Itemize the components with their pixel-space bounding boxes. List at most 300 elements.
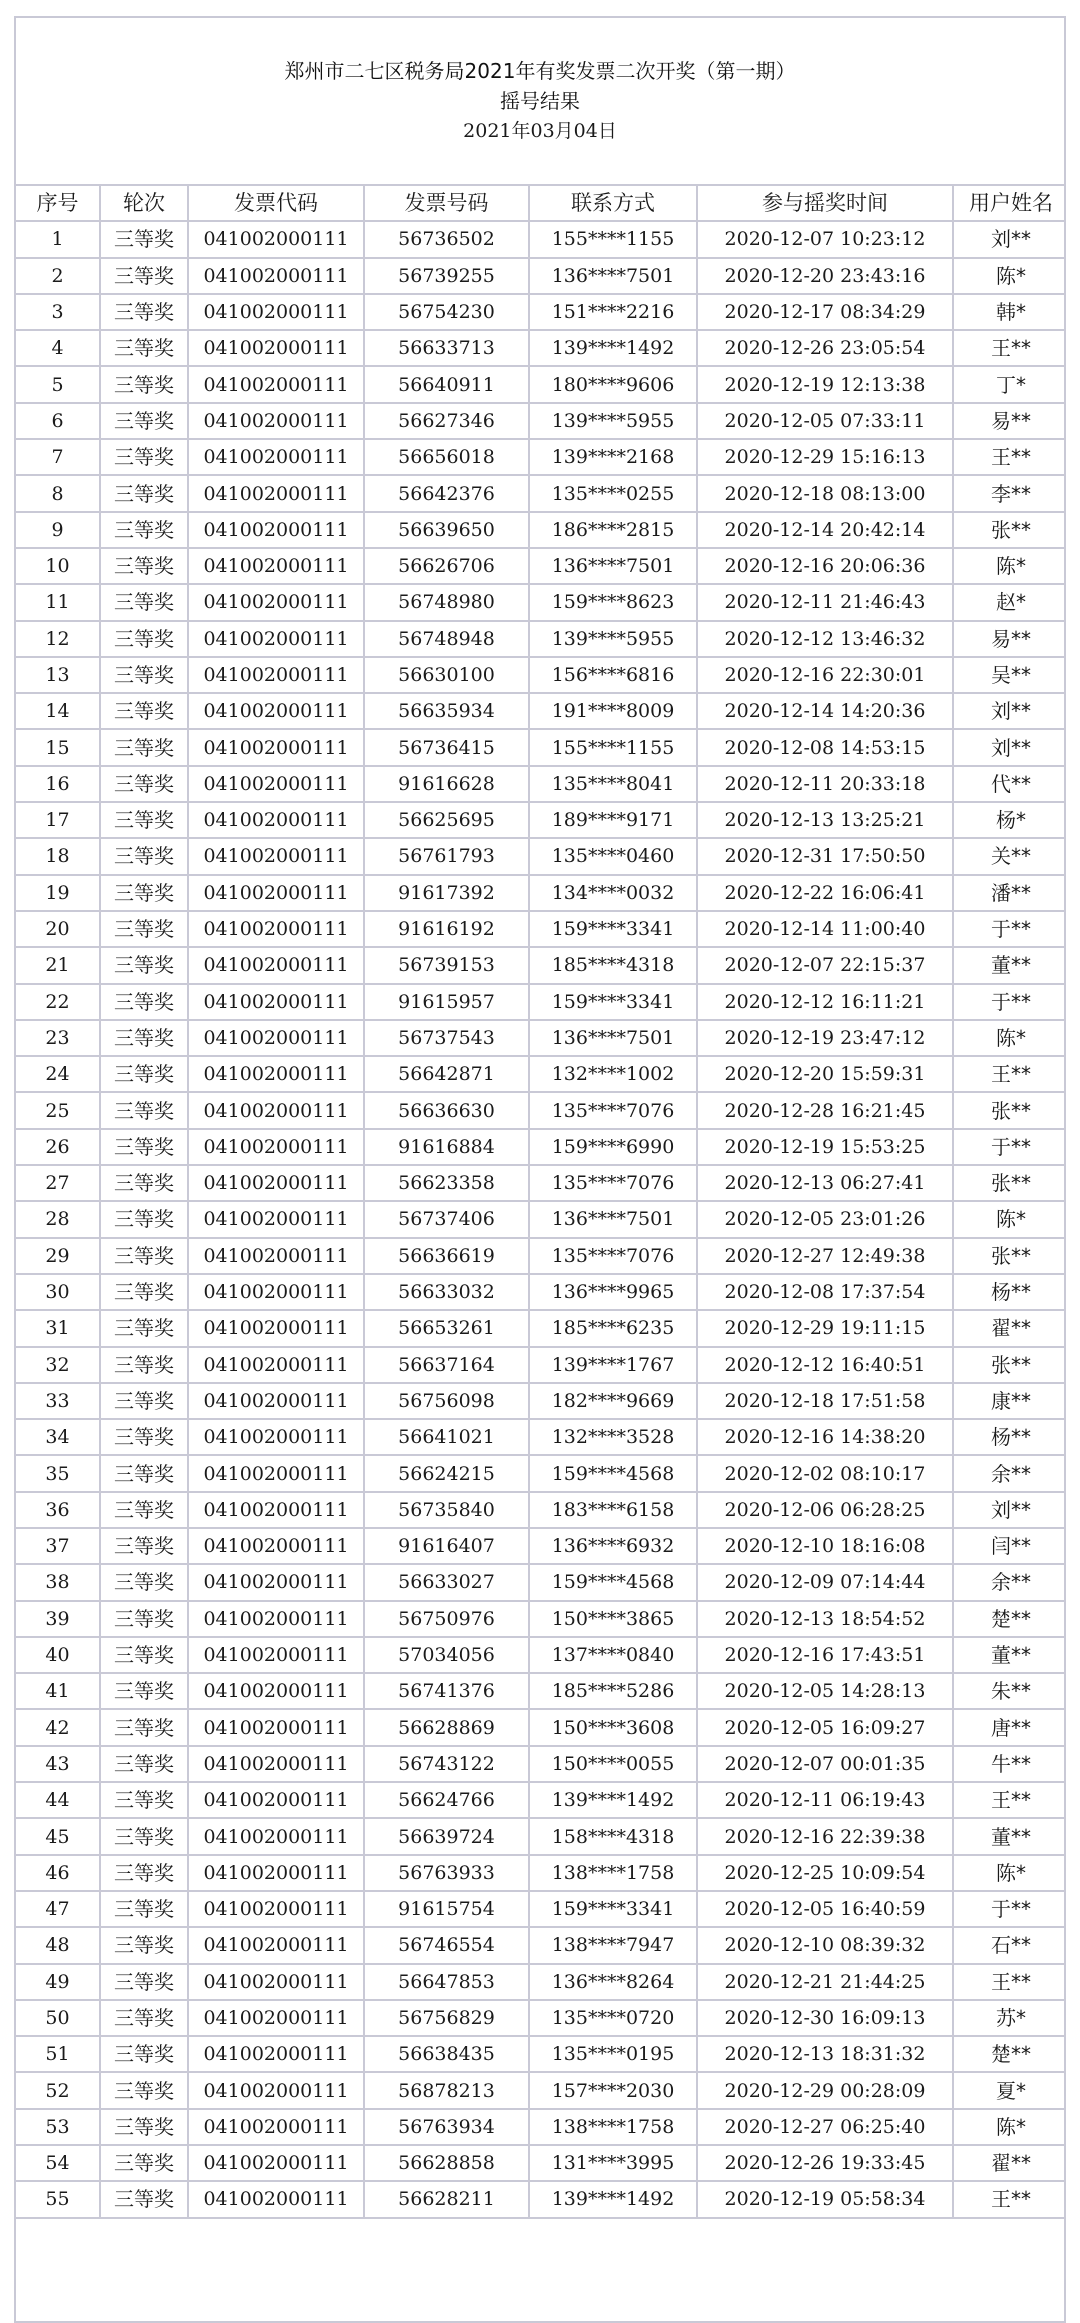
table-row bbox=[16, 802, 1066, 838]
cell-contact: 136****7501 bbox=[529, 258, 697, 294]
cell-seq: 14 bbox=[16, 693, 100, 729]
cell-draw-time: 2020-12-08 17:37:54 bbox=[697, 1274, 953, 1310]
cell-draw-time: 2020-12-07 22:15:37 bbox=[697, 947, 953, 983]
cell-invoice-number: 56754230 bbox=[364, 294, 529, 330]
cell-user-name: 于** bbox=[953, 911, 1066, 947]
table-row bbox=[16, 1601, 1066, 1637]
cell-draw-time: 2020-12-10 18:16:08 bbox=[697, 1528, 953, 1564]
cell-round: 三等奖 bbox=[100, 766, 188, 802]
cell-invoice-code: 041002000111 bbox=[188, 1637, 364, 1673]
table-row bbox=[16, 947, 1066, 983]
table-row bbox=[16, 475, 1066, 511]
table-row bbox=[16, 1782, 1066, 1818]
cell-user-name: 于** bbox=[953, 1891, 1066, 1927]
cell-invoice-code: 041002000111 bbox=[188, 729, 364, 765]
cell-seq: 17 bbox=[16, 802, 100, 838]
cell-round: 三等奖 bbox=[100, 1564, 188, 1600]
cell-contact: 159****3341 bbox=[529, 911, 697, 947]
cell-round: 三等奖 bbox=[100, 657, 188, 693]
cell-invoice-code: 041002000111 bbox=[188, 1165, 364, 1201]
cell-invoice-code: 041002000111 bbox=[188, 366, 364, 402]
cell-contact: 139****2168 bbox=[529, 439, 697, 475]
cell-round: 三等奖 bbox=[100, 1891, 188, 1927]
cell-contact: 157****2030 bbox=[529, 2072, 697, 2108]
cell-draw-time: 2020-12-05 14:28:13 bbox=[697, 1673, 953, 1709]
cell-round: 三等奖 bbox=[100, 1637, 188, 1673]
cell-user-name: 苏* bbox=[953, 2000, 1066, 2036]
cell-invoice-code: 041002000111 bbox=[188, 1964, 364, 2000]
cell-invoice-code: 041002000111 bbox=[188, 2036, 364, 2072]
cell-contact: 189****9171 bbox=[529, 802, 697, 838]
table-row bbox=[16, 512, 1066, 548]
column-header-round: 轮次 bbox=[100, 186, 188, 221]
cell-invoice-number: 56625695 bbox=[364, 802, 529, 838]
table-row bbox=[16, 1419, 1066, 1455]
cell-contact: 138****1758 bbox=[529, 1855, 697, 1891]
cell-user-name: 石** bbox=[953, 1927, 1066, 1963]
cell-invoice-code: 041002000111 bbox=[188, 911, 364, 947]
cell-invoice-code: 041002000111 bbox=[188, 2181, 364, 2217]
cell-seq: 47 bbox=[16, 1891, 100, 1927]
cell-round: 三等奖 bbox=[100, 2181, 188, 2217]
cell-round: 三等奖 bbox=[100, 221, 188, 257]
cell-seq: 4 bbox=[16, 330, 100, 366]
cell-invoice-number: 56624215 bbox=[364, 1455, 529, 1491]
cell-seq: 48 bbox=[16, 1927, 100, 1963]
cell-round: 三等奖 bbox=[100, 1201, 188, 1237]
cell-contact: 159****6990 bbox=[529, 1129, 697, 1165]
cell-contact: 183****6158 bbox=[529, 1492, 697, 1528]
cell-contact: 185****5286 bbox=[529, 1673, 697, 1709]
cell-invoice-code: 041002000111 bbox=[188, 693, 364, 729]
cell-seq: 5 bbox=[16, 366, 100, 402]
cell-invoice-number: 56763933 bbox=[364, 1855, 529, 1891]
cell-user-name: 刘** bbox=[953, 221, 1066, 257]
cell-round: 三等奖 bbox=[100, 1601, 188, 1637]
cell-invoice-code: 041002000111 bbox=[188, 1709, 364, 1745]
cell-draw-time: 2020-12-19 23:47:12 bbox=[697, 1020, 953, 1056]
cell-invoice-number: 56878213 bbox=[364, 2072, 529, 2108]
table-row bbox=[16, 1201, 1066, 1237]
cell-draw-time: 2020-12-07 10:23:12 bbox=[697, 221, 953, 257]
cell-user-name: 王** bbox=[953, 1056, 1066, 1092]
cell-contact: 136****9965 bbox=[529, 1274, 697, 1310]
results-table bbox=[16, 186, 1066, 2219]
cell-round: 三等奖 bbox=[100, 1419, 188, 1455]
cell-invoice-number: 56624766 bbox=[364, 1782, 529, 1818]
cell-contact: 150****3865 bbox=[529, 1601, 697, 1637]
cell-invoice-number: 56746554 bbox=[364, 1927, 529, 1963]
cell-draw-time: 2020-12-18 17:51:58 bbox=[697, 1383, 953, 1419]
cell-invoice-code: 041002000111 bbox=[188, 766, 364, 802]
cell-contact: 136****8264 bbox=[529, 1964, 697, 2000]
cell-round: 三等奖 bbox=[100, 1020, 188, 1056]
cell-seq: 51 bbox=[16, 2036, 100, 2072]
cell-seq: 27 bbox=[16, 1165, 100, 1201]
cell-seq: 10 bbox=[16, 548, 100, 584]
cell-draw-time: 2020-12-10 08:39:32 bbox=[697, 1927, 953, 1963]
cell-round: 三等奖 bbox=[100, 2000, 188, 2036]
table-row bbox=[16, 1637, 1066, 1673]
cell-invoice-code: 041002000111 bbox=[188, 548, 364, 584]
table-row bbox=[16, 693, 1066, 729]
cell-user-name: 李** bbox=[953, 475, 1066, 511]
cell-contact: 186****2815 bbox=[529, 512, 697, 548]
cell-round: 三等奖 bbox=[100, 1455, 188, 1491]
cell-invoice-number: 56647853 bbox=[364, 1964, 529, 2000]
cell-contact: 132****1002 bbox=[529, 1056, 697, 1092]
cell-contact: 156****6816 bbox=[529, 657, 697, 693]
cell-draw-time: 2020-12-11 21:46:43 bbox=[697, 584, 953, 620]
cell-round: 三等奖 bbox=[100, 947, 188, 983]
cell-round: 三等奖 bbox=[100, 403, 188, 439]
cell-seq: 16 bbox=[16, 766, 100, 802]
cell-round: 三等奖 bbox=[100, 875, 188, 911]
cell-invoice-number: 56627346 bbox=[364, 403, 529, 439]
cell-contact: 159****4568 bbox=[529, 1564, 697, 1600]
cell-round: 三等奖 bbox=[100, 1492, 188, 1528]
cell-invoice-code: 041002000111 bbox=[188, 875, 364, 911]
cell-seq: 37 bbox=[16, 1528, 100, 1564]
column-header-invoice-number: 发票号码 bbox=[364, 186, 529, 221]
cell-invoice-code: 041002000111 bbox=[188, 512, 364, 548]
cell-invoice-code: 041002000111 bbox=[188, 657, 364, 693]
cell-draw-time: 2020-12-29 00:28:09 bbox=[697, 2072, 953, 2108]
cell-seq: 2 bbox=[16, 258, 100, 294]
cell-draw-time: 2020-12-12 16:11:21 bbox=[697, 984, 953, 1020]
cell-seq: 11 bbox=[16, 584, 100, 620]
cell-draw-time: 2020-12-13 18:31:32 bbox=[697, 2036, 953, 2072]
cell-seq: 31 bbox=[16, 1310, 100, 1346]
cell-seq: 39 bbox=[16, 1601, 100, 1637]
cell-user-name: 吴** bbox=[953, 657, 1066, 693]
cell-invoice-code: 041002000111 bbox=[188, 1056, 364, 1092]
cell-seq: 6 bbox=[16, 403, 100, 439]
cell-seq: 24 bbox=[16, 1056, 100, 1092]
cell-invoice-code: 041002000111 bbox=[188, 1746, 364, 1782]
cell-invoice-number: 57034056 bbox=[364, 1637, 529, 1673]
cell-round: 三等奖 bbox=[100, 1092, 188, 1128]
cell-round: 三等奖 bbox=[100, 1165, 188, 1201]
table-row bbox=[16, 1238, 1066, 1274]
table-row bbox=[16, 548, 1066, 584]
cell-round: 三等奖 bbox=[100, 2145, 188, 2181]
cell-invoice-number: 56741376 bbox=[364, 1673, 529, 1709]
cell-draw-time: 2020-12-16 20:06:36 bbox=[697, 548, 953, 584]
cell-invoice-number: 56736502 bbox=[364, 221, 529, 257]
cell-seq: 38 bbox=[16, 1564, 100, 1600]
table-row bbox=[16, 584, 1066, 620]
cell-draw-time: 2020-12-22 16:06:41 bbox=[697, 875, 953, 911]
cell-invoice-number: 56639650 bbox=[364, 512, 529, 548]
cell-user-name: 董** bbox=[953, 1637, 1066, 1673]
cell-invoice-number: 56641021 bbox=[364, 1419, 529, 1455]
cell-seq: 35 bbox=[16, 1455, 100, 1491]
cell-invoice-number: 56735840 bbox=[364, 1492, 529, 1528]
cell-round: 三等奖 bbox=[100, 1310, 188, 1346]
cell-invoice-code: 041002000111 bbox=[188, 1455, 364, 1491]
cell-contact: 159****8623 bbox=[529, 584, 697, 620]
cell-invoice-code: 041002000111 bbox=[188, 475, 364, 511]
cell-seq: 29 bbox=[16, 1238, 100, 1274]
cell-invoice-code: 041002000111 bbox=[188, 1601, 364, 1637]
cell-contact: 180****9606 bbox=[529, 366, 697, 402]
cell-user-name: 于** bbox=[953, 984, 1066, 1020]
table-row bbox=[16, 1528, 1066, 1564]
cell-draw-time: 2020-12-12 16:40:51 bbox=[697, 1347, 953, 1383]
cell-draw-time: 2020-12-11 06:19:43 bbox=[697, 1782, 953, 1818]
cell-invoice-code: 041002000111 bbox=[188, 984, 364, 1020]
cell-invoice-number: 56748980 bbox=[364, 584, 529, 620]
cell-seq: 12 bbox=[16, 621, 100, 657]
cell-user-name: 张** bbox=[953, 1092, 1066, 1128]
table-row bbox=[16, 221, 1066, 257]
table-row bbox=[16, 1492, 1066, 1528]
cell-invoice-number: 56639724 bbox=[364, 1818, 529, 1854]
cell-contact: 134****0032 bbox=[529, 875, 697, 911]
cell-seq: 7 bbox=[16, 439, 100, 475]
cell-contact: 139****1767 bbox=[529, 1347, 697, 1383]
cell-seq: 55 bbox=[16, 2181, 100, 2217]
cell-user-name: 易** bbox=[953, 621, 1066, 657]
cell-round: 三等奖 bbox=[100, 294, 188, 330]
cell-seq: 54 bbox=[16, 2145, 100, 2181]
cell-contact: 135****0255 bbox=[529, 475, 697, 511]
table-row bbox=[16, 766, 1066, 802]
cell-contact: 136****7501 bbox=[529, 1201, 697, 1237]
cell-round: 三等奖 bbox=[100, 1746, 188, 1782]
cell-invoice-number: 56623358 bbox=[364, 1165, 529, 1201]
document-date: 2021年03月04日 bbox=[463, 120, 617, 142]
cell-contact: 151****2216 bbox=[529, 294, 697, 330]
cell-user-name: 潘** bbox=[953, 875, 1066, 911]
table-row bbox=[16, 1347, 1066, 1383]
cell-user-name: 丁* bbox=[953, 366, 1066, 402]
cell-invoice-number: 56761793 bbox=[364, 838, 529, 874]
cell-round: 三等奖 bbox=[100, 1056, 188, 1092]
cell-invoice-code: 041002000111 bbox=[188, 1673, 364, 1709]
cell-invoice-code: 041002000111 bbox=[188, 258, 364, 294]
cell-seq: 45 bbox=[16, 1818, 100, 1854]
cell-user-name: 董** bbox=[953, 1818, 1066, 1854]
cell-draw-time: 2020-12-28 16:21:45 bbox=[697, 1092, 953, 1128]
table-row bbox=[16, 2072, 1066, 2108]
cell-seq: 33 bbox=[16, 1383, 100, 1419]
cell-invoice-code: 041002000111 bbox=[188, 1818, 364, 1854]
cell-seq: 22 bbox=[16, 984, 100, 1020]
cell-contact: 136****6932 bbox=[529, 1528, 697, 1564]
cell-invoice-code: 041002000111 bbox=[188, 802, 364, 838]
table-header-row bbox=[16, 186, 1066, 221]
cell-user-name: 翟** bbox=[953, 2145, 1066, 2181]
cell-seq: 9 bbox=[16, 512, 100, 548]
table-row bbox=[16, 258, 1066, 294]
cell-contact: 135****7076 bbox=[529, 1165, 697, 1201]
cell-user-name: 楚** bbox=[953, 1601, 1066, 1637]
cell-seq: 13 bbox=[16, 657, 100, 693]
cell-invoice-code: 041002000111 bbox=[188, 1383, 364, 1419]
cell-draw-time: 2020-12-14 14:20:36 bbox=[697, 693, 953, 729]
cell-round: 三等奖 bbox=[100, 838, 188, 874]
cell-user-name: 张** bbox=[953, 1165, 1066, 1201]
cell-draw-time: 2020-12-09 07:14:44 bbox=[697, 1564, 953, 1600]
cell-contact: 159****3341 bbox=[529, 984, 697, 1020]
cell-user-name: 关** bbox=[953, 838, 1066, 874]
cell-invoice-code: 041002000111 bbox=[188, 1020, 364, 1056]
cell-invoice-number: 56653261 bbox=[364, 1310, 529, 1346]
cell-invoice-number: 56640911 bbox=[364, 366, 529, 402]
cell-contact: 136****7501 bbox=[529, 548, 697, 584]
table-header bbox=[16, 186, 1066, 221]
cell-round: 三等奖 bbox=[100, 621, 188, 657]
cell-invoice-code: 041002000111 bbox=[188, 1528, 364, 1564]
table-row bbox=[16, 2181, 1066, 2217]
cell-round: 三等奖 bbox=[100, 258, 188, 294]
cell-invoice-code: 041002000111 bbox=[188, 2072, 364, 2108]
cell-user-name: 陈* bbox=[953, 1855, 1066, 1891]
table-row bbox=[16, 366, 1066, 402]
cell-draw-time: 2020-12-02 08:10:17 bbox=[697, 1455, 953, 1491]
document-title: 郑州市二七区税务局2021年有奖发票二次开奖（第一期） bbox=[284, 59, 796, 83]
cell-contact: 182****9669 bbox=[529, 1383, 697, 1419]
cell-contact: 139****5955 bbox=[529, 403, 697, 439]
table-row bbox=[16, 1455, 1066, 1491]
cell-user-name: 唐** bbox=[953, 1709, 1066, 1745]
table-row bbox=[16, 1927, 1066, 1963]
cell-invoice-number: 56763934 bbox=[364, 2109, 529, 2145]
cell-contact: 159****3341 bbox=[529, 1891, 697, 1927]
cell-seq: 44 bbox=[16, 1782, 100, 1818]
cell-seq: 21 bbox=[16, 947, 100, 983]
cell-seq: 18 bbox=[16, 838, 100, 874]
cell-contact: 139****1492 bbox=[529, 330, 697, 366]
cell-contact: 132****3528 bbox=[529, 1419, 697, 1455]
cell-invoice-code: 041002000111 bbox=[188, 2000, 364, 2036]
cell-invoice-code: 041002000111 bbox=[188, 838, 364, 874]
cell-invoice-number: 56748948 bbox=[364, 621, 529, 657]
cell-draw-time: 2020-12-16 14:38:20 bbox=[697, 1419, 953, 1455]
cell-user-name: 张** bbox=[953, 512, 1066, 548]
cell-round: 三等奖 bbox=[100, 512, 188, 548]
cell-contact: 136****7501 bbox=[529, 1020, 697, 1056]
cell-user-name: 陈* bbox=[953, 1201, 1066, 1237]
cell-seq: 19 bbox=[16, 875, 100, 911]
cell-invoice-code: 041002000111 bbox=[188, 1927, 364, 1963]
table-row bbox=[16, 1165, 1066, 1201]
cell-seq: 40 bbox=[16, 1637, 100, 1673]
cell-round: 三等奖 bbox=[100, 1709, 188, 1745]
cell-seq: 25 bbox=[16, 1092, 100, 1128]
cell-seq: 42 bbox=[16, 1709, 100, 1745]
cell-seq: 26 bbox=[16, 1129, 100, 1165]
column-header-user-name: 用户姓名 bbox=[953, 186, 1066, 221]
cell-invoice-number: 56633027 bbox=[364, 1564, 529, 1600]
cell-round: 三等奖 bbox=[100, 1927, 188, 1963]
cell-round: 三等奖 bbox=[100, 911, 188, 947]
cell-contact: 185****4318 bbox=[529, 947, 697, 983]
cell-user-name: 韩* bbox=[953, 294, 1066, 330]
cell-draw-time: 2020-12-16 22:39:38 bbox=[697, 1818, 953, 1854]
cell-invoice-number: 56630100 bbox=[364, 657, 529, 693]
cell-seq: 30 bbox=[16, 1274, 100, 1310]
table-row bbox=[16, 294, 1066, 330]
cell-invoice-number: 56638435 bbox=[364, 2036, 529, 2072]
cell-contact: 138****7947 bbox=[529, 1927, 697, 1963]
cell-invoice-number: 56626706 bbox=[364, 548, 529, 584]
table-row bbox=[16, 439, 1066, 475]
cell-round: 三等奖 bbox=[100, 1673, 188, 1709]
cell-user-name: 楚** bbox=[953, 2036, 1066, 2072]
cell-draw-time: 2020-12-17 08:34:29 bbox=[697, 294, 953, 330]
cell-contact: 135****0720 bbox=[529, 2000, 697, 2036]
cell-contact: 131****3995 bbox=[529, 2145, 697, 2181]
cell-user-name: 刘** bbox=[953, 693, 1066, 729]
cell-user-name: 王** bbox=[953, 439, 1066, 475]
cell-invoice-number: 56636619 bbox=[364, 1238, 529, 1274]
cell-seq: 49 bbox=[16, 1964, 100, 2000]
cell-draw-time: 2020-12-29 19:11:15 bbox=[697, 1310, 953, 1346]
cell-contact: 139****1492 bbox=[529, 1782, 697, 1818]
cell-invoice-code: 041002000111 bbox=[188, 1492, 364, 1528]
cell-invoice-number: 56642871 bbox=[364, 1056, 529, 1092]
table-row bbox=[16, 657, 1066, 693]
cell-invoice-number: 56628858 bbox=[364, 2145, 529, 2181]
column-header-draw-time: 参与摇奖时间 bbox=[697, 186, 953, 221]
cell-round: 三等奖 bbox=[100, 1274, 188, 1310]
table-row bbox=[16, 875, 1066, 911]
table-row bbox=[16, 1673, 1066, 1709]
cell-invoice-number: 56633713 bbox=[364, 330, 529, 366]
cell-seq: 53 bbox=[16, 2109, 100, 2145]
cell-round: 三等奖 bbox=[100, 802, 188, 838]
cell-draw-time: 2020-12-07 00:01:35 bbox=[697, 1746, 953, 1782]
cell-draw-time: 2020-12-19 12:13:38 bbox=[697, 366, 953, 402]
cell-user-name: 陈* bbox=[953, 1020, 1066, 1056]
cell-user-name: 刘** bbox=[953, 729, 1066, 765]
cell-user-name: 杨** bbox=[953, 1419, 1066, 1455]
cell-invoice-number: 56737543 bbox=[364, 1020, 529, 1056]
cell-invoice-code: 041002000111 bbox=[188, 330, 364, 366]
cell-round: 三等奖 bbox=[100, 366, 188, 402]
cell-user-name: 余** bbox=[953, 1564, 1066, 1600]
cell-seq: 3 bbox=[16, 294, 100, 330]
cell-round: 三等奖 bbox=[100, 1818, 188, 1854]
cell-contact: 137****0840 bbox=[529, 1637, 697, 1673]
cell-draw-time: 2020-12-20 23:43:16 bbox=[697, 258, 953, 294]
cell-round: 三等奖 bbox=[100, 693, 188, 729]
cell-round: 三等奖 bbox=[100, 1855, 188, 1891]
cell-user-name: 康** bbox=[953, 1383, 1066, 1419]
cell-contact: 185****6235 bbox=[529, 1310, 697, 1346]
cell-draw-time: 2020-12-05 07:33:11 bbox=[697, 403, 953, 439]
table-row bbox=[16, 1746, 1066, 1782]
cell-invoice-code: 041002000111 bbox=[188, 1274, 364, 1310]
cell-seq: 41 bbox=[16, 1673, 100, 1709]
cell-invoice-code: 041002000111 bbox=[188, 1419, 364, 1455]
table-row bbox=[16, 984, 1066, 1020]
cell-draw-time: 2020-12-21 21:44:25 bbox=[697, 1964, 953, 2000]
cell-seq: 15 bbox=[16, 729, 100, 765]
cell-draw-time: 2020-12-05 16:09:27 bbox=[697, 1709, 953, 1745]
cell-round: 三等奖 bbox=[100, 729, 188, 765]
cell-user-name: 赵* bbox=[953, 584, 1066, 620]
cell-invoice-number: 56756829 bbox=[364, 2000, 529, 2036]
cell-user-name: 杨** bbox=[953, 1274, 1066, 1310]
cell-invoice-number: 56637164 bbox=[364, 1347, 529, 1383]
cell-invoice-code: 041002000111 bbox=[188, 1201, 364, 1237]
cell-user-name: 杨* bbox=[953, 802, 1066, 838]
cell-invoice-code: 041002000111 bbox=[188, 294, 364, 330]
